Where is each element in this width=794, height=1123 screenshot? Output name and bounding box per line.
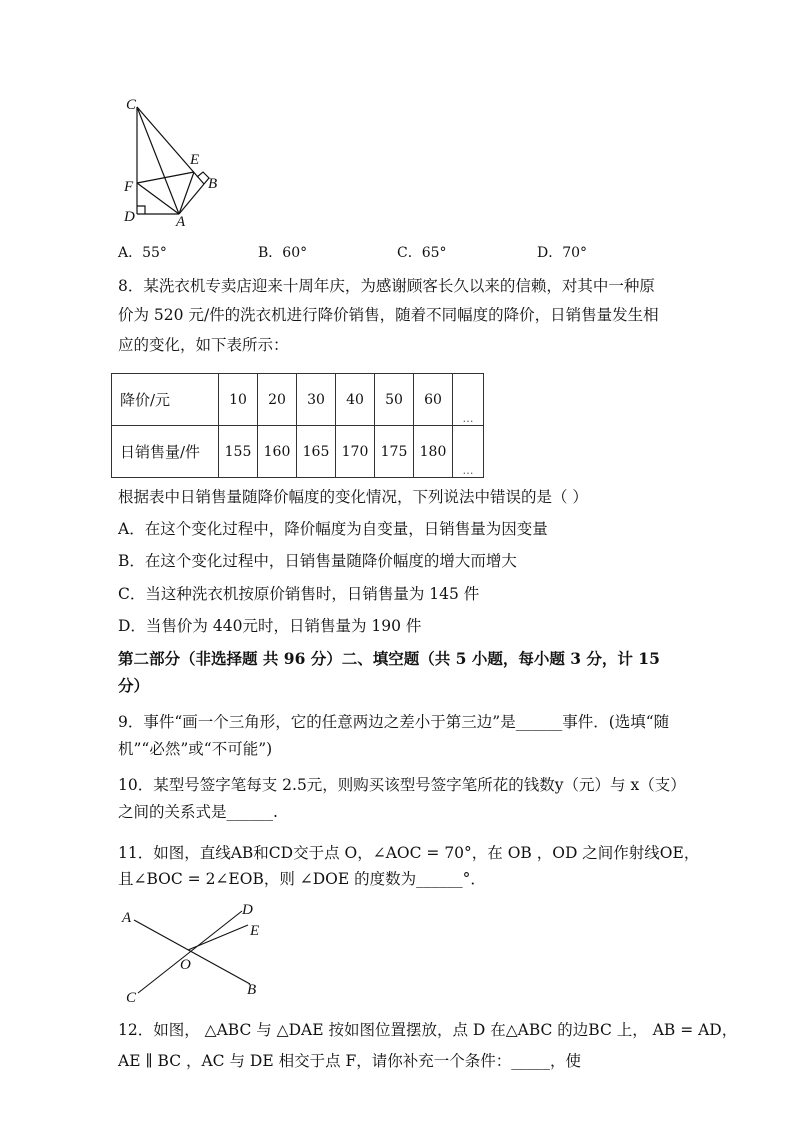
- label-d: D: [124, 209, 135, 225]
- q8-line-3: 应的变化，如下表所示：: [118, 336, 289, 354]
- table-cell: 60: [414, 374, 453, 426]
- q7-option-c: C．65°: [397, 245, 447, 261]
- q10-line-2: 之间的关系式是______.: [118, 803, 278, 821]
- q8-line-2: 价为 520 元/件的洗衣机进行降价销售，随着不同幅度的降价，日销售量发生相: [118, 306, 659, 324]
- label-d: D: [242, 902, 253, 918]
- q7-option-d: D．70°: [537, 245, 588, 261]
- q8-line-1: 8．某洗衣机专卖店迎来十周年庆，为感谢顾客长久以来的信赖，对其中一种原: [118, 277, 655, 295]
- section-2-heading-line-1: 第二部分（非选择题 共 96 分）二、填空题（共 5 小题，每小题 3 分，计 15: [118, 649, 660, 668]
- q12-line-2: AE ∥ BC ，AC 与 DE 相交于点 F，请你补充一个条件：_____，使: [118, 1052, 581, 1070]
- section-2-heading-line-2: 分）: [118, 676, 150, 695]
- label-a: A: [122, 910, 132, 926]
- label-f: F: [124, 179, 134, 195]
- q10-line-1: 10．某型号签字笔每支 2.5元，则购买该型号签字笔所花的钱数y（元）与 x（支）: [118, 776, 686, 794]
- table-cell: 170: [336, 426, 375, 478]
- label-b: B: [247, 982, 257, 998]
- right-angle-d: [137, 206, 145, 214]
- table-cell: 160: [258, 426, 297, 478]
- lines-figure-q11: [112, 898, 272, 1008]
- q8-question: 根据表中日销售量随降价幅度的变化情况，下列说法中错误的是（ ）: [118, 488, 588, 506]
- label-a: A: [176, 214, 186, 230]
- table-cell: 155: [219, 426, 258, 478]
- label-e: E: [190, 152, 200, 168]
- line-cd: [138, 911, 242, 993]
- table-header-price-cut: 降价/元: [112, 374, 219, 426]
- label-e: E: [250, 923, 260, 939]
- segment-ae: [179, 172, 194, 214]
- label-o: O: [180, 957, 191, 973]
- q9-line-2: 机”“必然”或“不可能”): [118, 740, 273, 758]
- segment-fe: [137, 172, 194, 183]
- table-cell: 175: [375, 426, 414, 478]
- q11-line-1: 11．如图，直线AB和CD交于点 O，∠AOC = 70°，在 OB ，OD 之间作射线OE，: [118, 844, 700, 862]
- segment-ab: [179, 184, 204, 214]
- q7-option-b: B．60°: [258, 245, 308, 261]
- table-row-daily-sales: [112, 426, 484, 478]
- table-cell: 40: [336, 374, 375, 426]
- table-cell: 30: [297, 374, 336, 426]
- q7-option-a: A．55°: [118, 245, 167, 261]
- table-cell: 10: [219, 374, 258, 426]
- q12-line-1: 12．如图， △ABC 与 △DAE 按如图位置摆放，点 D 在△ABC 的边BC 上， AB = AD，: [118, 1021, 738, 1039]
- table-row-price-cut: [112, 374, 484, 426]
- triangle-figure-q7: [110, 92, 230, 232]
- q11-line-2: 且∠BOC = 2∠EOB，则 ∠DOE 的度数为______°．: [118, 870, 486, 888]
- table-cell: 165: [297, 426, 336, 478]
- table-cell: 20: [258, 374, 297, 426]
- table-ellipsis: …: [453, 426, 484, 478]
- q8-option-b: B．在这个变化过程中，日销售量随降价幅度的增大而增大: [118, 552, 517, 570]
- q8-option-c: C．当这种洗衣机按原价销售时，日销售量为 145 件: [118, 585, 480, 603]
- q8-option-d: D．当售价为 440元时，日销售量为 190 件: [118, 617, 422, 635]
- table-cell: 50: [375, 374, 414, 426]
- line-ab: [134, 920, 250, 984]
- label-c: C: [126, 97, 137, 113]
- table-header-daily-sales: 日销售量/件: [112, 426, 219, 478]
- q9-line-1: 9．事件“画一个三角形，它的任意两边之差小于第三边”是______事件．(选填“随: [118, 713, 670, 731]
- table-cell: 180: [414, 426, 453, 478]
- table-ellipsis: …: [453, 374, 484, 426]
- sales-table: [111, 373, 484, 478]
- q8-option-a: A．在这个变化过程中，降价幅度为自变量，日销售量为因变量: [118, 520, 548, 538]
- ray-oe: [188, 925, 248, 950]
- label-b: B: [208, 176, 218, 192]
- label-c: C: [126, 990, 137, 1006]
